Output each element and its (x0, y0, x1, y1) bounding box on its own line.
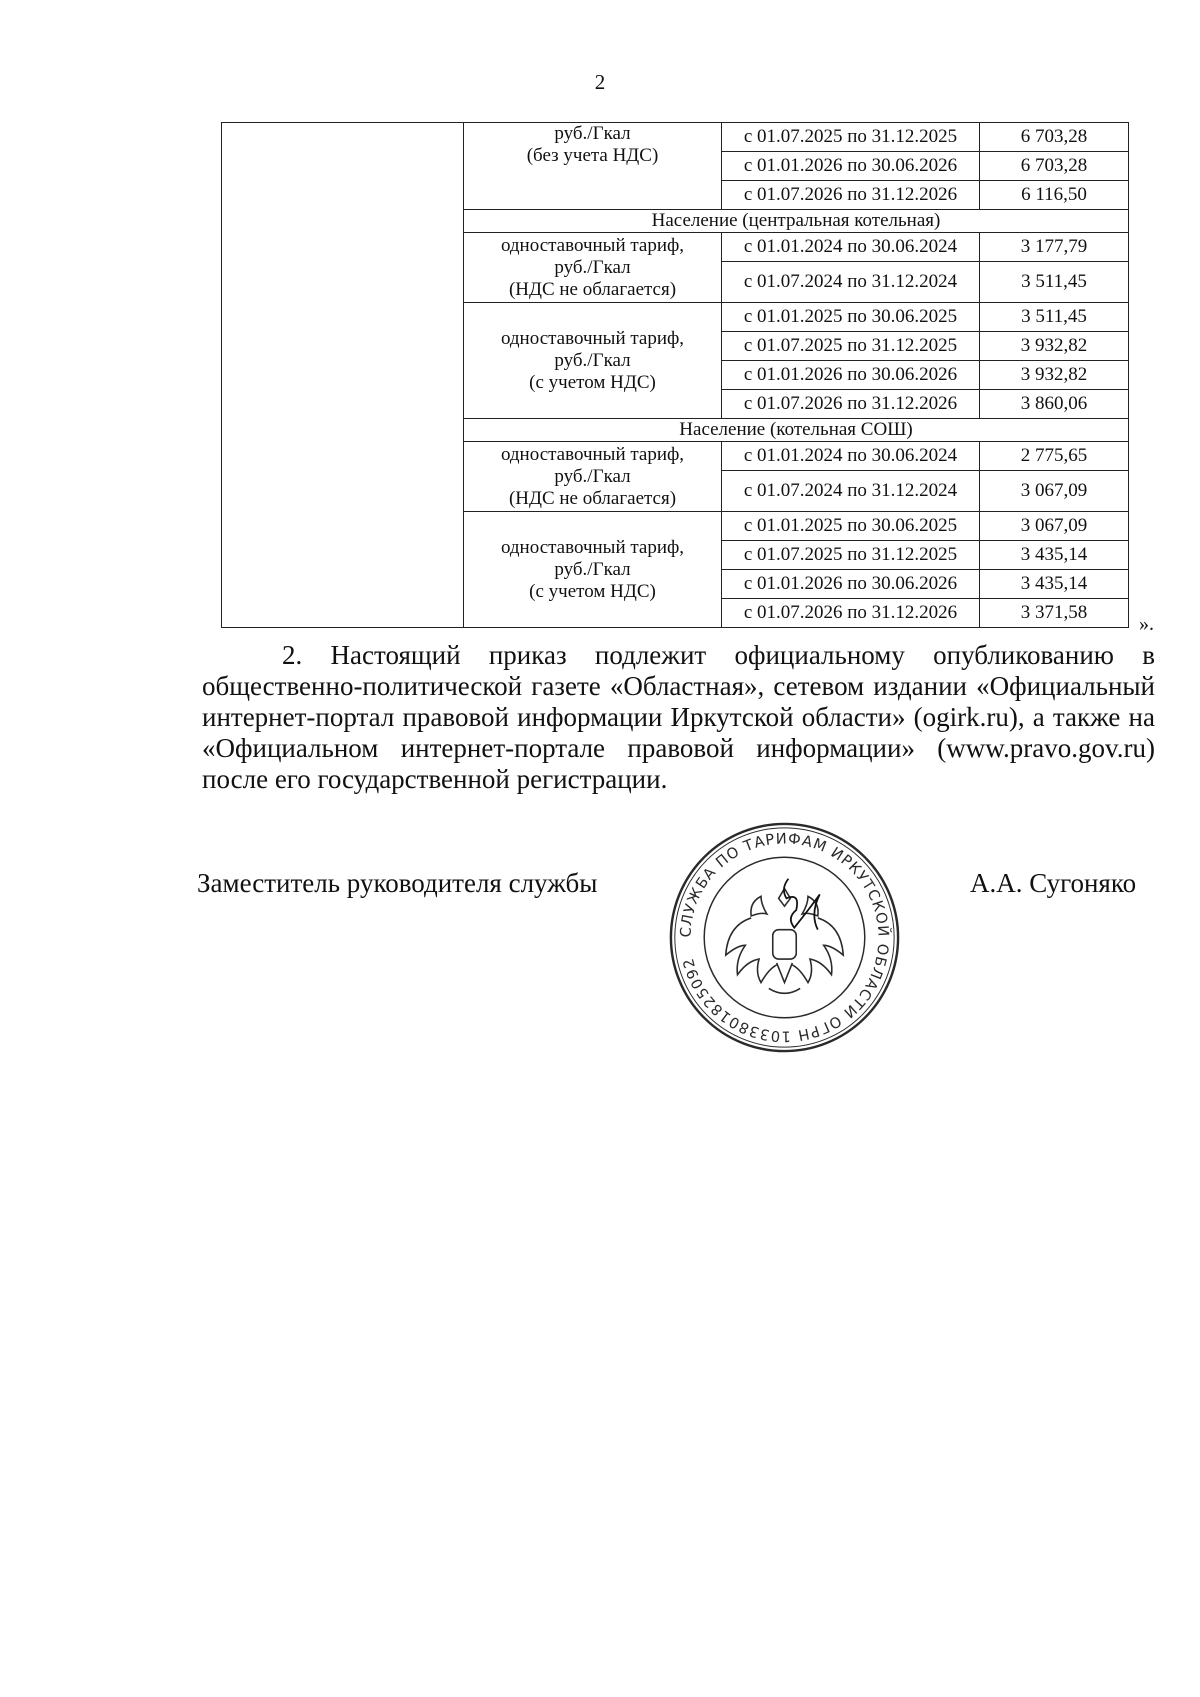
period-cell: с 01.01.2025 по 30.06.2025 (722, 303, 980, 332)
period-cell: с 01.01.2024 по 30.06.2024 (722, 442, 980, 471)
period-cell: с 01.01.2026 по 30.06.2026 (722, 152, 980, 181)
period-cell: с 01.07.2026 по 31.12.2026 (722, 599, 980, 628)
period-cell: с 01.07.2026 по 31.12.2026 (722, 181, 980, 210)
value-cell: 6 116,50 (980, 181, 1129, 210)
official-seal-stamp (667, 820, 902, 1055)
period-cell: с 01.07.2025 по 31.12.2025 (722, 123, 980, 152)
tariff-type-label: одноставочный тариф, руб./Гкал (с учетом НДС) (464, 512, 722, 628)
seal-text: СЛУЖБА ПО ТАРИФАМ ИРКУТСКОЙ ОБЛАСТИ ОГРН 1033801825092 (677, 830, 892, 1045)
signatory-position: Заместитель руководителя службы (197, 868, 598, 898)
value-cell: 3 932,82 (980, 361, 1129, 390)
period-cell: с 01.01.2026 по 30.06.2026 (722, 570, 980, 599)
table-row (222, 123, 1129, 152)
value-cell: 3 435,14 (980, 541, 1129, 570)
value-cell: 3 177,79 (980, 233, 1129, 262)
handwritten-signature (784, 879, 820, 930)
seal-outer-ring (671, 824, 898, 1051)
value-cell: 3 511,45 (980, 262, 1129, 303)
period-cell: с 01.07.2026 по 31.12.2026 (722, 390, 980, 419)
value-cell: 3 435,14 (980, 570, 1129, 599)
publication-paragraph (202, 640, 1155, 795)
period-cell: с 01.01.2024 по 30.06.2024 (722, 233, 980, 262)
tariff-type-label: одноставочный тариф, руб./Гкал (с учетом НДС) (464, 303, 722, 419)
period-cell: с 01.07.2024 по 31.12.2024 (722, 471, 980, 512)
period-cell: с 01.07.2025 по 31.12.2025 (722, 541, 980, 570)
value-cell: 3 067,09 (980, 471, 1129, 512)
empty-first-column (222, 123, 464, 628)
value-cell: 2 775,65 (980, 442, 1129, 471)
closing-quote-mark: ». (1139, 613, 1154, 635)
paragraph-text: 2. Настоящий приказ подлежит официальному опубликованию в общественно-политической газете «Областная», сетевом издании «Официальный интернет-портал правовой информации Иркутской области» (ogirk.ru), а также на «Официальном интернет-портале правовой информации» (www.pravo.gov.ru) после его государственной регистрации. (202, 640, 1155, 794)
value-cell: 3 860,06 (980, 390, 1129, 419)
value-cell: 3 511,45 (980, 303, 1129, 332)
seal-outer-ring-inner (675, 828, 894, 1047)
signatory-name: А.А. Сугоняко (970, 868, 1137, 898)
section-title-central: Население (центральная котельная) (464, 210, 1129, 233)
value-cell: 6 703,28 (980, 123, 1129, 152)
value-cell: 6 703,28 (980, 152, 1129, 181)
period-cell: с 01.01.2025 по 30.06.2025 (722, 512, 980, 541)
tariff-type-label: одноставочный тариф, руб./Гкал (НДС не облагается) (464, 233, 722, 303)
double-headed-eagle-emblem (726, 889, 844, 994)
tariff-table (221, 122, 1129, 628)
page-number: 2 (594, 70, 606, 94)
period-cell: с 01.07.2025 по 31.12.2025 (722, 332, 980, 361)
value-cell: 3 371,58 (980, 599, 1129, 628)
tariff-type-label: руб./Гкал (без учета НДС) (464, 123, 722, 210)
value-cell: 3 067,09 (980, 512, 1129, 541)
value-cell: 3 932,82 (980, 332, 1129, 361)
tariff-type-label: одноставочный тариф, руб./Гкал (НДС не облагается) (464, 442, 722, 512)
period-cell: с 01.07.2024 по 31.12.2024 (722, 262, 980, 303)
period-cell: с 01.01.2026 по 30.06.2026 (722, 361, 980, 390)
section-title-school: Население (котельная СОШ) (464, 419, 1129, 442)
